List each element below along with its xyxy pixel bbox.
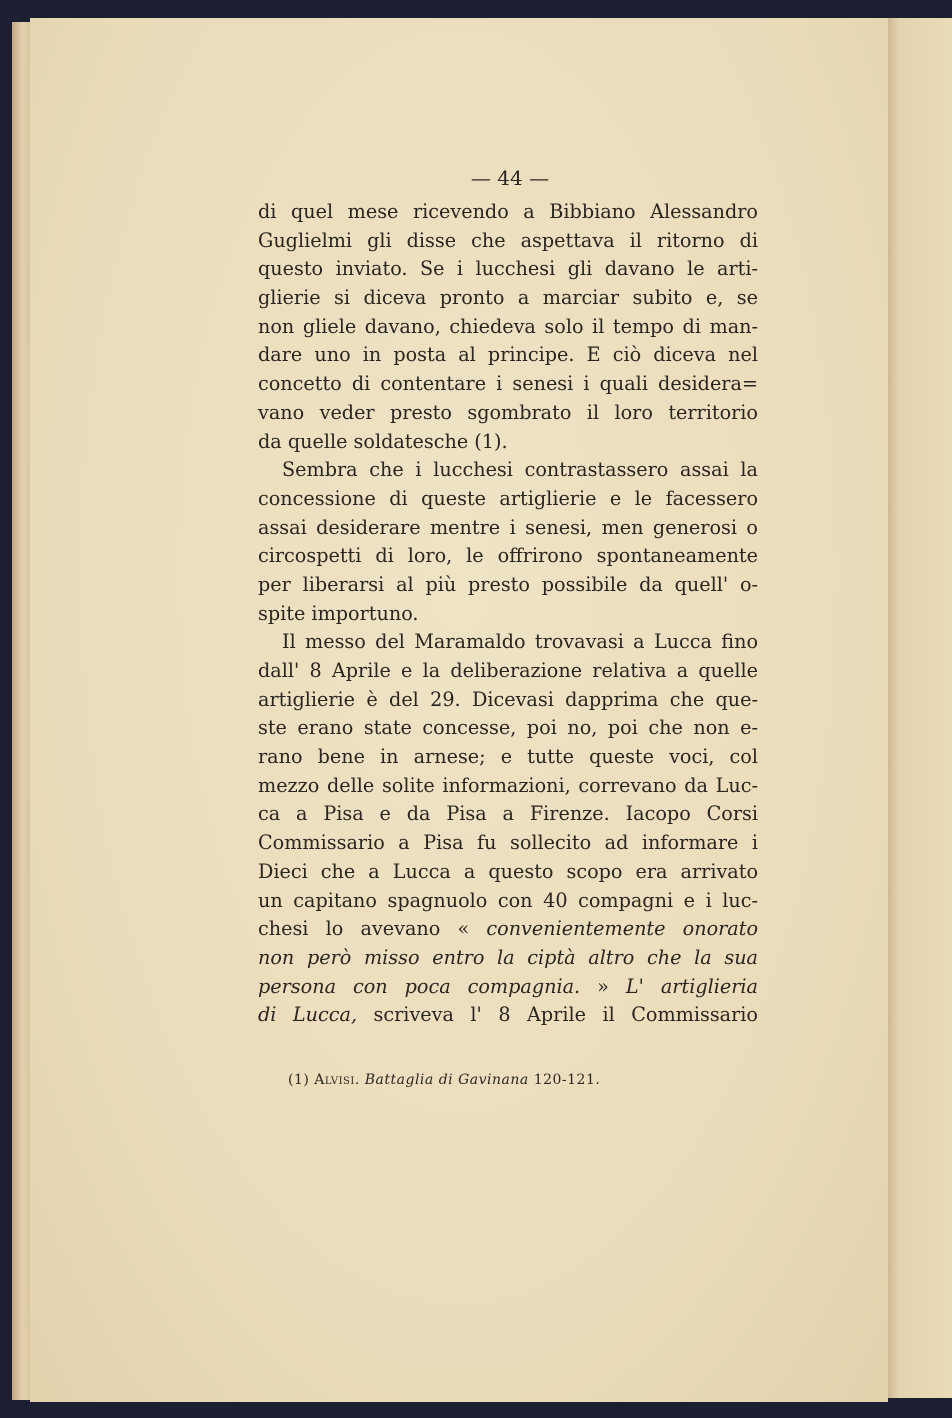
italic-quote: convenientemente onorato (486, 917, 758, 941)
text-line (258, 198, 758, 227)
text-segment: spite importuno. (258, 601, 419, 625)
text-line (258, 341, 758, 370)
text-line (258, 456, 758, 485)
text-segment: questo inviato. Se i lucchesi gli davano le arti- (258, 257, 758, 281)
text-segment: ca a Pisa e da Pisa a Firenze. Iacopo Corsi (258, 802, 758, 826)
text-segment: per liberarsi al più presto possibile da quell' o- (258, 572, 758, 596)
text-line (258, 887, 758, 916)
text-line (258, 600, 758, 629)
text-line (258, 428, 758, 457)
text-line (258, 313, 758, 342)
text-line (258, 370, 758, 399)
text-segment: scriveva l' 8 Aprile il Commissario (373, 1003, 758, 1027)
text-segment: Guglielmi gli disse che aspettava il ritorno di (258, 228, 758, 252)
body-text (258, 198, 758, 1030)
italic-quote: di Lucca, (258, 1003, 358, 1027)
text-line (258, 485, 758, 514)
page-number: — 44 — (470, 166, 550, 190)
text-segment: concessione di queste artiglierie e le facessero (258, 486, 758, 510)
italic-quote: non però misso entro la ciptà altro che la sua (258, 945, 758, 969)
text-segment: concetto di contentare i senesi i quali desidera= (258, 372, 758, 396)
text-segment: non gliele davano, chiedeva solo il tempo di man- (258, 314, 758, 338)
text-segment: Dieci che a Lucca a questo scopo era arrivato (258, 859, 758, 883)
text-line (258, 628, 758, 657)
footnote-title: Battaglia di Gavinana (364, 1072, 529, 1088)
text-segment: vano veder presto sgombrato il loro territorio (258, 400, 758, 424)
text-line (258, 944, 758, 973)
footnote (288, 1072, 600, 1088)
text-segment: circospetti di loro, le offrirono spontaneamente (258, 544, 758, 568)
footnote-pages: 120-121. (533, 1072, 601, 1088)
text-segment: chesi lo avevano « (258, 917, 470, 941)
text-line (258, 772, 758, 801)
text-line (258, 714, 758, 743)
text-line (258, 514, 758, 543)
text-line (258, 284, 758, 313)
text-line (258, 743, 758, 772)
text-line (258, 800, 758, 829)
text-segment: mezzo delle solite informazioni, correvano da Luc- (258, 773, 758, 797)
text-line (258, 255, 758, 284)
scan-background (0, 0, 952, 18)
text-line (258, 915, 758, 944)
text-segment: dall' 8 Aprile e la deliberazione relativa a quelle (258, 659, 758, 682)
text-segment: da quelle soldatesche (1). (258, 429, 508, 453)
text-line (258, 1001, 758, 1030)
italic-quote: L' artiglieria (625, 974, 758, 998)
text-line (258, 858, 758, 887)
footnote-author: Alvisi. (314, 1072, 360, 1088)
italic-quote: persona con poca compagnia. (258, 974, 581, 998)
footnote-marker: (1) (288, 1072, 310, 1088)
text-line (258, 686, 758, 715)
text-line (258, 829, 758, 858)
text-segment: Il messo del Maramaldo trovavasi a Lucca fino (282, 630, 758, 654)
text-line (258, 657, 758, 686)
text-line (258, 571, 758, 600)
facing-page-edge (886, 18, 952, 1398)
text-segment: » (597, 974, 609, 998)
text-segment: artiglierie è del 29. Dicevasi dapprima che que- (258, 687, 758, 711)
text-segment: di quel mese ricevendo a Bibbiano Alessandro (258, 200, 758, 223)
text-segment: glierie si diceva pronto a marciar subito e, se (258, 286, 758, 310)
text-segment: dare uno in posta al principe. E ciò diceva nel (258, 343, 758, 367)
text-segment: Sembra che i lucchesi contrastassero assai la (282, 458, 758, 482)
text-segment: un capitano spagnuolo con 40 compagni e i luc- (258, 888, 758, 912)
text-segment: Commissario a Pisa fu sollecito ad informare i (258, 831, 758, 855)
text-line (258, 973, 758, 1002)
text-line (258, 542, 758, 571)
text-line (258, 399, 758, 428)
text-line (258, 227, 758, 256)
text-segment: rano bene in arnese; e tutte queste voci, col (258, 745, 758, 769)
text-segment: ste erano state concesse, poi no, poi che non e- (258, 716, 758, 740)
text-segment: assai desiderare mentre i senesi, men generosi o (258, 515, 758, 539)
